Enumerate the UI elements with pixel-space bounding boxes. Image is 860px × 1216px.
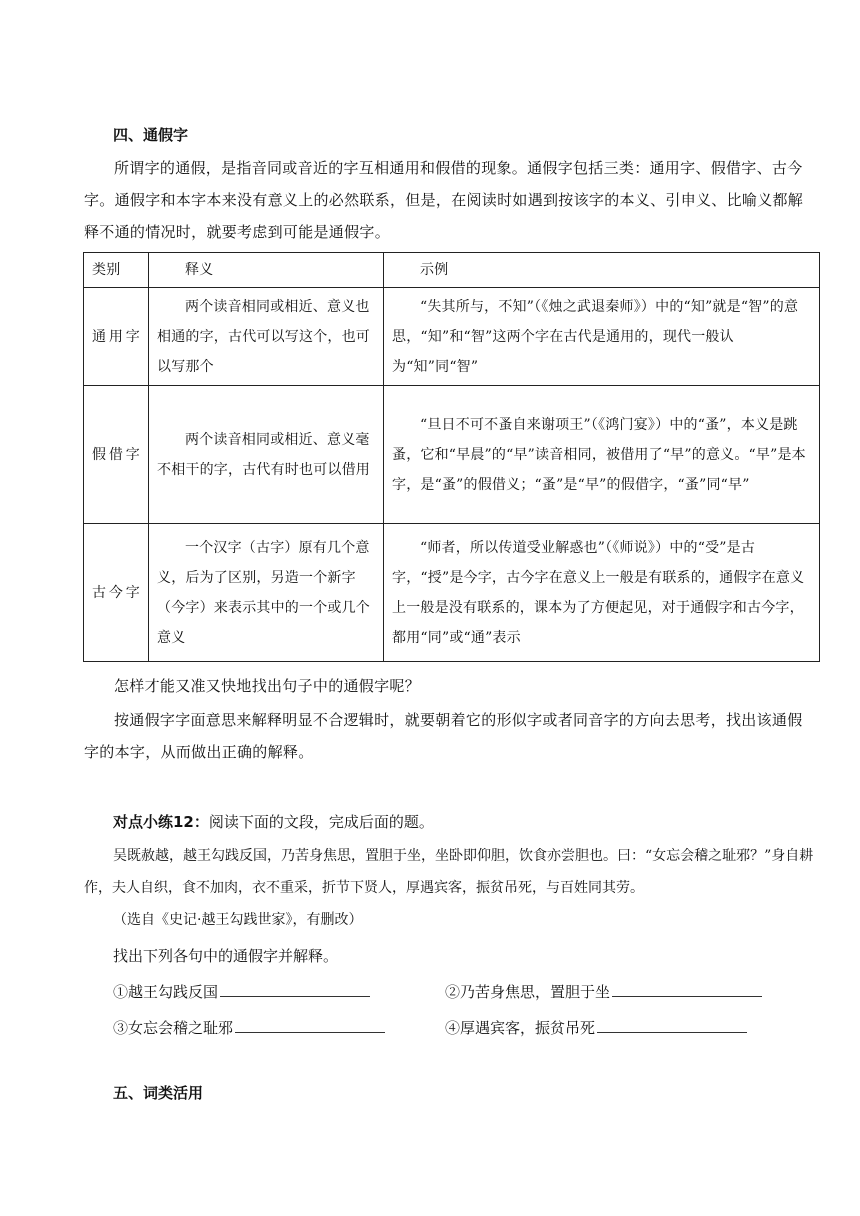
question-row-2 — [113, 1016, 833, 1046]
table-header-row — [84, 253, 820, 288]
exercise-passage: 吴既赦越，越王勾践反国，乃苦身焦思，置胆于坐，坐卧即仰胆，饮食亦尝胆也。曰：“女忘会稽之耻邪？”身自耕作，夫人自织，食不加肉，衣不重采，折节下贤人，厚遇宾客，振贫吊死，与百姓同其劳。 — [84, 848, 814, 896]
exercise-instruction: 阅读下面的文段，完成后面的题。 — [208, 813, 434, 831]
table-row — [84, 386, 820, 524]
header-category: 类别 — [84, 253, 149, 288]
answer-blank[interactable] — [597, 1016, 747, 1033]
table-row — [84, 524, 820, 662]
question-item-4[interactable]: ④厚遇宾客，振贫吊死 — [445, 1016, 747, 1038]
section-4-intro: 所谓字的通假，是指音同或音近的字互相通用和假借的现象。通假字包括三类：通用字、假借字、古今字。通假字和本字本来没有意义上的必然联系，但是，在阅读时如遇到按该字的本义、引申义、比喻义都解释不通的情况时，就要考虑到可能是通假字。 — [84, 159, 804, 241]
category-cell: 通用字 — [84, 288, 149, 386]
header-definition: 释义 — [149, 253, 384, 288]
header-example: 示例 — [384, 253, 820, 288]
question-item-3[interactable]: ③女忘会稽之耻邪 — [113, 1016, 385, 1038]
definition-cell: 两个读音相同或相近、意义毫不相干的字，古代有时也可以借用 — [149, 386, 384, 524]
question-text: 怎样才能又准又快地找出句子中的通假字呢？ — [114, 677, 421, 695]
example-cell: “旦日不可不蚤自来谢项王”（《鸿门宴》）中的“蚤”，本义是跳蚤，它和“早晨”的“早”读音相同，被借用了“早”的意义。“早”是本字，是“蚤”的假借义；“蚤”是“早”的假借字，“蚤”同“早” — [384, 386, 820, 524]
definition-cell: 两个读音相同或相近、意义也相通的字，古代可以写这个，也可以写那个 — [149, 288, 384, 386]
category-cell: 古今字 — [84, 524, 149, 662]
answer-blank[interactable] — [612, 980, 762, 997]
tongjiazi-table — [83, 252, 820, 662]
example-cell: “失其所与，不知”（《烛之武退秦师》）中的“知”就是“智”的意思，“知”和“智”这两个字在古代是通用的，现代一般认为“知”同“智” — [384, 288, 820, 386]
answer-blank[interactable] — [235, 1016, 385, 1033]
example-cell: “师者，所以传道受业解惑也”（《师说》）中的“受”是古字，“授”是今字，古今字在意义上一般是有联系的，通假字在意义上一般是没有联系的，课本为了方便起见，对于通假字和古今字，都用“同”或“通”表示 — [384, 524, 820, 662]
passage-source: （选自《史记·越王勾践世家》，有删改） — [113, 912, 363, 928]
question-item-2[interactable]: ②乃苦身焦思，置胆于坐 — [445, 980, 762, 1002]
section-4-heading: 四、通假字 — [113, 126, 189, 144]
definition-cell: 一个汉字（古字）原有几个意义，后为了区别，另造一个新字（今字）来表示其中的一个或几个意义 — [149, 524, 384, 662]
question-row-1 — [113, 980, 833, 1010]
section-5-heading: 五、词类活用 — [113, 1084, 204, 1102]
exercise-header — [113, 806, 823, 838]
exercise-task: 找出下列各句中的通假字并解释。 — [113, 947, 339, 965]
question-item-1[interactable]: ①越王勾践反国 — [113, 980, 370, 1002]
category-cell: 假借字 — [84, 386, 149, 524]
answer-text: 按通假字字面意思来解释明显不合逻辑时，就要朝着它的形似字或者同音字的方向去思考，找出该通假字的本字，从而做出正确的解释。 — [84, 711, 803, 761]
table-row — [84, 288, 820, 386]
exercise-label: 对点小练12： — [113, 813, 209, 831]
answer-blank[interactable] — [220, 980, 370, 997]
